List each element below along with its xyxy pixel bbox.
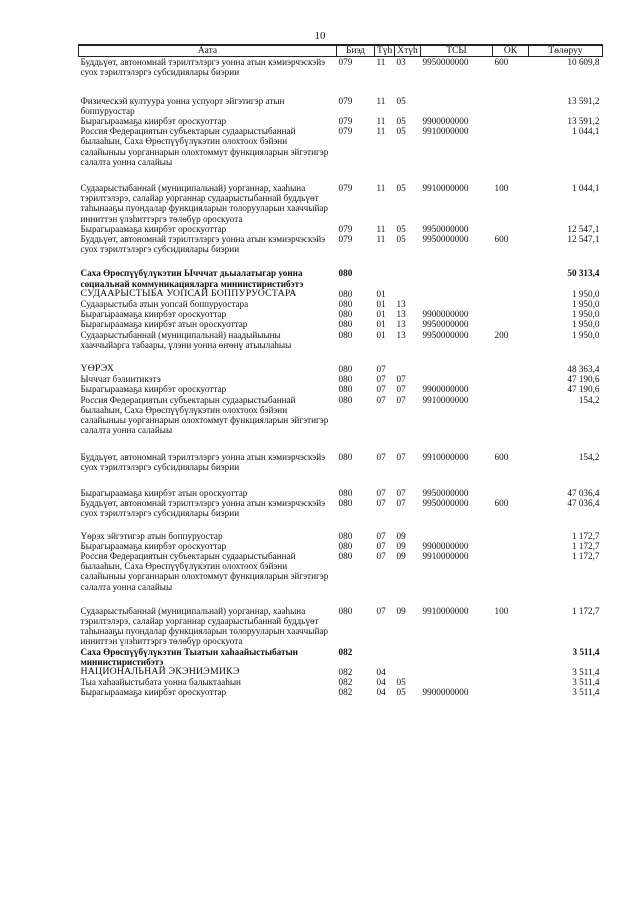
row-subsection: 13 xyxy=(396,319,406,330)
row-ok xyxy=(493,384,529,394)
row-section: 11 xyxy=(376,116,386,127)
row-sum: 1 172,7 xyxy=(571,540,600,551)
row-name: Үөрэх эйгэтигэр атын боппуруостар xyxy=(80,530,223,541)
row-vd: 080 xyxy=(338,451,353,462)
row-section: 07 xyxy=(376,540,386,551)
row-vd: 079 xyxy=(338,223,353,234)
row-tsr xyxy=(421,647,493,667)
row-tsr: 9950000000 xyxy=(422,223,469,234)
row-section: 07 xyxy=(376,384,386,395)
row-vd: 080 xyxy=(338,329,353,340)
table-header xyxy=(79,45,603,57)
row-ok xyxy=(493,224,529,234)
row-name: Судаарыстыбаннай (муниципальнай) наадыйыыны хааччыйарга табаары, үлэни уонна өҥөнү атыылаһыы xyxy=(80,329,292,350)
row-subsection xyxy=(395,667,421,677)
row-section xyxy=(375,268,395,288)
row-spacer xyxy=(79,78,603,96)
row-sum: 3 511,4 xyxy=(572,677,600,688)
table-row xyxy=(79,224,603,234)
row-subsection: 05 xyxy=(396,116,406,127)
row-ok xyxy=(493,299,529,309)
row-spacer xyxy=(79,472,603,488)
row-sum: 1 950,0 xyxy=(571,319,600,330)
row-tsr: 9950000000 xyxy=(422,329,469,340)
table-row xyxy=(79,234,603,254)
table-row xyxy=(79,677,603,687)
row-section: 01 xyxy=(376,288,386,299)
row-sum: 3 511,4 xyxy=(572,666,600,677)
row-subsection xyxy=(395,647,421,667)
row-tsr: 9900000000 xyxy=(422,384,469,395)
header-name: Аата xyxy=(79,45,337,57)
row-section: 11 xyxy=(376,234,386,245)
row-sum: 13 591,2 xyxy=(567,116,600,127)
row-section: 07 xyxy=(376,530,386,541)
row-name: Россия Федерациятын субъектарын судаарыстыбаннай былааһын, Саха Өрөспүүбүлүкэтин олохтоох бэйэни салайыныы уорганнарын олохтоммут функцияларын эйгэтигэр салалта уонна салайыы xyxy=(80,126,329,167)
table-row xyxy=(79,96,603,116)
row-ok: 600 xyxy=(494,451,509,462)
row-ok xyxy=(493,289,529,299)
row-tsr: 9900000000 xyxy=(422,309,469,320)
row-spacer xyxy=(79,519,603,531)
row-ok xyxy=(493,364,529,374)
row-ok xyxy=(493,677,529,687)
row-vd: 082 xyxy=(338,666,353,677)
row-ok xyxy=(493,395,529,436)
row-name: Тыа хаһаайыстыбата уонна балыктааһын xyxy=(80,677,241,688)
header-section: Түһ xyxy=(375,45,395,57)
row-section: 07 xyxy=(376,451,386,462)
row-name: Бырагыраамаҕа киирбэт ороскуоттар xyxy=(80,687,227,698)
row-tsr xyxy=(421,374,493,384)
row-section xyxy=(375,647,395,667)
row-subsection: 07 xyxy=(396,498,406,509)
table-row xyxy=(79,289,603,299)
row-ok xyxy=(493,319,529,329)
row-tsr: 9910000000 xyxy=(422,550,469,561)
table-row xyxy=(79,452,603,472)
row-subsection: 03 xyxy=(396,57,406,68)
row-subsection: 13 xyxy=(396,299,406,310)
row-spacer xyxy=(79,350,603,364)
row-name: ҮӨРЭХ xyxy=(80,363,115,375)
budget-table xyxy=(78,44,603,698)
row-tsr xyxy=(421,364,493,374)
row-tsr: 9910000000 xyxy=(422,605,469,616)
header-ok: ОК xyxy=(493,45,529,57)
row-section: 01 xyxy=(376,329,386,340)
row-vd: 080 xyxy=(338,268,353,279)
table-row xyxy=(79,541,603,551)
row-ok xyxy=(493,531,529,541)
row-sum: 12 547,1 xyxy=(567,223,600,234)
row-ok xyxy=(493,309,529,319)
header-tsr: ТСЫ xyxy=(421,45,493,57)
row-section: 07 xyxy=(376,498,386,509)
row-subsection: 05 xyxy=(396,183,406,194)
row-ok: 600 xyxy=(494,498,509,509)
row-tsr xyxy=(421,268,493,288)
row-spacer xyxy=(79,592,603,606)
row-subsection: 07 xyxy=(396,394,406,405)
table-row xyxy=(79,57,603,78)
row-name: Бырагыраамаҕа киирбэт атын ороскуоттар xyxy=(80,487,248,498)
row-subsection xyxy=(395,289,421,299)
row-name: Саха Өрөспүүбүлүкэтин Тыатын хаһаайыстыбатын миниистиристибэтэ xyxy=(80,646,298,667)
row-ok: 600 xyxy=(494,234,509,245)
row-tsr: 9950000000 xyxy=(422,57,469,68)
row-sum: 12 547,1 xyxy=(567,234,600,245)
row-ok xyxy=(493,116,529,126)
row-section: 04 xyxy=(376,677,386,688)
row-vd: 082 xyxy=(338,646,353,657)
row-vd: 079 xyxy=(338,95,353,106)
table-row xyxy=(79,395,603,436)
header-sum: Төлөруу xyxy=(529,45,603,57)
row-name: Физическэй култуура уонна успуорт эйгэтигэр атын боппуруостар xyxy=(80,95,285,116)
row-subsection: 09 xyxy=(396,540,406,551)
row-sum: 1 950,0 xyxy=(571,329,600,340)
table-row xyxy=(79,531,603,541)
row-vd: 080 xyxy=(338,309,353,320)
row-section: 11 xyxy=(376,126,386,137)
table-row xyxy=(79,116,603,126)
row-sum: 47 190,6 xyxy=(567,374,600,385)
row-name: Бырагыраамаҕа киирбэт ороскуоттар xyxy=(80,384,227,395)
row-vd: 080 xyxy=(338,374,353,385)
row-tsr: 9900000000 xyxy=(422,687,469,698)
row-name: Ычччат бэлиитикэтэ xyxy=(80,374,161,385)
row-vd: 082 xyxy=(338,687,353,698)
row-subsection: 05 xyxy=(396,234,406,245)
row-section: 07 xyxy=(376,487,386,498)
row-vd: 080 xyxy=(338,487,353,498)
row-section: 11 xyxy=(376,57,386,68)
table-row xyxy=(79,374,603,384)
row-sum: 154,2 xyxy=(578,451,600,462)
row-name: Россия Федерациятын субъектарын судаарыстыбаннай былааһын, Саха Өрөспүүбүлүкэтин олохтоох бэйэни салайыныы уорганнарын олохтоммут функцияларын эйгэтигэр салалта уонна салайыы xyxy=(80,550,329,592)
row-vd: 079 xyxy=(338,126,353,137)
row-vd: 080 xyxy=(338,384,353,395)
row-ok xyxy=(493,268,529,288)
row-sum: 3 511,4 xyxy=(572,687,600,698)
row-subsection: 05 xyxy=(396,95,406,106)
row-sum: 3 511,4 xyxy=(572,646,600,657)
row-vd: 079 xyxy=(338,116,353,127)
row-section: 01 xyxy=(376,309,386,320)
row-vd: 080 xyxy=(338,550,353,561)
row-tsr: 9950000000 xyxy=(422,234,469,245)
row-subsection: 07 xyxy=(396,374,406,385)
row-name: Судаарыстыба атын уопсай боппуруостара xyxy=(80,299,249,310)
row-sum: 1 950,0 xyxy=(571,299,600,310)
row-sum: 154,2 xyxy=(578,394,600,405)
row-spacer xyxy=(79,254,603,268)
row-section: 07 xyxy=(376,374,386,385)
row-sum: 50 313,4 xyxy=(567,268,600,279)
row-sum: 1 172,7 xyxy=(571,530,600,541)
row-sum: 48 363,4 xyxy=(567,364,600,375)
row-section: 07 xyxy=(376,394,386,405)
row-name: НАЦИОНАЛЬНАЙ ЭКЭНИЭМИКЭ xyxy=(80,665,240,677)
row-tsr: 9910000000 xyxy=(422,126,469,137)
row-sum: 47 036,4 xyxy=(567,498,600,509)
row-name: Судаарыстыбаннай (муниципальнай) уорганнар, хааһына тэрилтэлэрэ, салайар уорганнар судаарыстыбаннай буддьүөт таһынааҕы пуондалар функцияларын толорууларын хааччыйар инниттэн үлэһиттэргэ төлөбүр ороскуота xyxy=(80,183,329,224)
row-subsection: 09 xyxy=(396,605,406,616)
row-vd: 079 xyxy=(338,57,353,68)
header-vd: Биэд xyxy=(337,45,375,57)
row-section: 01 xyxy=(376,319,386,330)
row-subsection: 07 xyxy=(396,384,406,395)
table-row xyxy=(79,687,603,697)
row-ok: 200 xyxy=(494,329,509,340)
row-tsr: 9950000000 xyxy=(422,487,469,498)
row-name: Судаарыстыбаннай (муниципальнай) уорганнар, хааһына тэрилтэлэрэ, салайар уорганнар судаарыстыбаннай буддьүөт таһынааҕы пуондалар функцияларын толорууларын хааччыйар инниттэн үлэһиттэргэ төлөбүр ороскуота xyxy=(80,605,329,647)
row-name: Буддьүөт, автономнай тэрилтэлэргэ уонна атын кэмиэрчэскэйэ суох тэрилтэлэргэ субсидиялары биэрии xyxy=(80,498,326,519)
table-row xyxy=(79,498,603,518)
row-sum: 13 591,2 xyxy=(567,95,600,106)
row-section: 07 xyxy=(376,364,386,375)
table-row xyxy=(79,319,603,329)
row-ok: 600 xyxy=(494,57,509,68)
row-subsection: 05 xyxy=(396,126,406,137)
table-row xyxy=(79,647,603,667)
row-tsr: 9910000000 xyxy=(422,451,469,462)
row-section: 11 xyxy=(376,223,386,234)
row-vd: 080 xyxy=(338,299,353,310)
row-section: 04 xyxy=(376,687,386,698)
row-sum: 1 950,0 xyxy=(571,309,600,320)
row-ok: 100 xyxy=(494,183,509,194)
row-tsr: 9950000000 xyxy=(422,498,469,509)
header-subsection: Хтүһ xyxy=(395,45,421,57)
row-tsr xyxy=(421,531,493,541)
row-tsr xyxy=(421,667,493,677)
row-vd: 080 xyxy=(338,288,353,299)
table-row xyxy=(79,268,603,288)
table-row xyxy=(79,667,603,677)
scan-mark: · · · · xyxy=(490,6,517,12)
row-tsr xyxy=(421,299,493,309)
row-ok xyxy=(493,488,529,498)
row-name: Буддьүөт, автономнай тэрилтэлэргэ уонна атын кэмиэрчэскэйэ суох тэрилтэлэргэ субсидиялары биэрии xyxy=(80,451,326,472)
row-tsr: 9950000000 xyxy=(422,319,469,330)
row-section: 11 xyxy=(376,183,386,194)
row-tsr xyxy=(421,289,493,299)
row-sum: 1 172,7 xyxy=(571,550,600,561)
table-row xyxy=(79,488,603,498)
page-number: 10 xyxy=(314,30,326,42)
row-name: Буддьүөт, автономнай тэрилтэлэргэ уонна атын кэмиэрчэскэйэ суох тэрилтэлэргэ субсидиялары биэрии xyxy=(80,57,326,78)
row-name: СУДААРЫСТЫБА УОПСАЙ БОППУРУОСТАРА xyxy=(80,287,297,299)
row-name: Бырагыраамаҕа киирбэт атын ороскуоттар xyxy=(80,319,248,330)
table-row xyxy=(79,183,603,224)
row-name: Бырагыраамаҕа киирбэт ороскуоттар xyxy=(80,540,227,551)
row-tsr: 9900000000 xyxy=(422,116,469,127)
row-tsr: 9910000000 xyxy=(422,183,469,194)
row-tsr: 9900000000 xyxy=(422,540,469,551)
row-subsection: 05 xyxy=(396,687,406,698)
row-subsection: 13 xyxy=(396,309,406,320)
row-name: Бырагыраамаҕа киирбэт ороскуоттар xyxy=(80,223,227,234)
table-row xyxy=(79,364,603,374)
row-sum: 47 036,4 xyxy=(567,487,600,498)
row-name: Бырагыраамаҕа киирбэт ороскуоттар xyxy=(80,116,227,127)
row-section: 07 xyxy=(376,605,386,616)
row-section: 01 xyxy=(376,299,386,310)
row-vd: 080 xyxy=(338,498,353,509)
row-vd: 079 xyxy=(338,183,353,194)
row-vd: 080 xyxy=(338,319,353,330)
row-subsection xyxy=(395,268,421,288)
table-row xyxy=(79,551,603,592)
table-row xyxy=(79,299,603,309)
row-subsection: 13 xyxy=(396,329,406,340)
row-sum: 1 172,7 xyxy=(571,605,600,616)
table-row xyxy=(79,384,603,394)
row-spacer xyxy=(79,436,603,452)
row-tsr: 9910000000 xyxy=(422,394,469,405)
row-name: Саха Өрөспүүбүлүкэтин Ычччат дьыалатыгар уонна социальнай коммуникацияларга миниистиристибэтэ xyxy=(80,268,304,289)
row-section: 07 xyxy=(376,550,386,561)
row-sum: 10 609,8 xyxy=(567,57,600,68)
row-tsr xyxy=(421,96,493,116)
row-vd: 080 xyxy=(338,394,353,405)
row-ok: 100 xyxy=(494,605,509,616)
row-ok xyxy=(493,551,529,592)
row-tsr xyxy=(421,677,493,687)
row-section: 11 xyxy=(376,95,386,106)
table-row xyxy=(79,606,603,647)
row-sum: 1 044,1 xyxy=(571,126,600,137)
row-name: Бырагыраамаҕа киирбэт ороскуоттар xyxy=(80,309,227,320)
row-ok xyxy=(493,126,529,167)
row-sum: 1 950,0 xyxy=(571,288,600,299)
row-spacer xyxy=(79,167,603,183)
table-body xyxy=(79,57,603,698)
table-row xyxy=(79,330,603,350)
row-vd: 082 xyxy=(338,677,353,688)
row-subsection: 05 xyxy=(396,677,406,688)
row-subsection xyxy=(395,364,421,374)
table-row xyxy=(79,126,603,167)
row-ok xyxy=(493,541,529,551)
row-subsection: 09 xyxy=(396,550,406,561)
table-row xyxy=(79,309,603,319)
row-subsection: 07 xyxy=(396,451,406,462)
row-vd: 080 xyxy=(338,530,353,541)
row-ok xyxy=(493,667,529,677)
row-sum: 47 190,6 xyxy=(567,384,600,395)
row-ok xyxy=(493,374,529,384)
row-subsection: 05 xyxy=(396,223,406,234)
row-vd: 080 xyxy=(338,540,353,551)
row-ok xyxy=(493,96,529,116)
row-ok xyxy=(493,687,529,697)
row-name: Россия Федерациятын субъектарын судаарыстыбаннай былааһын, Саха Өрөспүүбүлүкэтин олохтоох бэйэни салайыныы уорганнарын олохтоммут функцияларын эйгэтигэр салалта уонна салайыы xyxy=(80,394,329,436)
row-vd: 080 xyxy=(338,364,353,375)
row-name: Буддьүөт, автономнай тэрилтэлэргэ уонна атын кэмиэрчэскэйэ суох тэрилтэлэргэ субсидиялары биэрии xyxy=(80,234,326,255)
row-subsection: 09 xyxy=(396,530,406,541)
row-ok xyxy=(493,647,529,667)
row-vd: 079 xyxy=(338,234,353,245)
row-vd: 080 xyxy=(338,605,353,616)
row-subsection: 07 xyxy=(396,487,406,498)
row-section: 04 xyxy=(376,666,386,677)
row-sum: 1 044,1 xyxy=(571,183,600,194)
